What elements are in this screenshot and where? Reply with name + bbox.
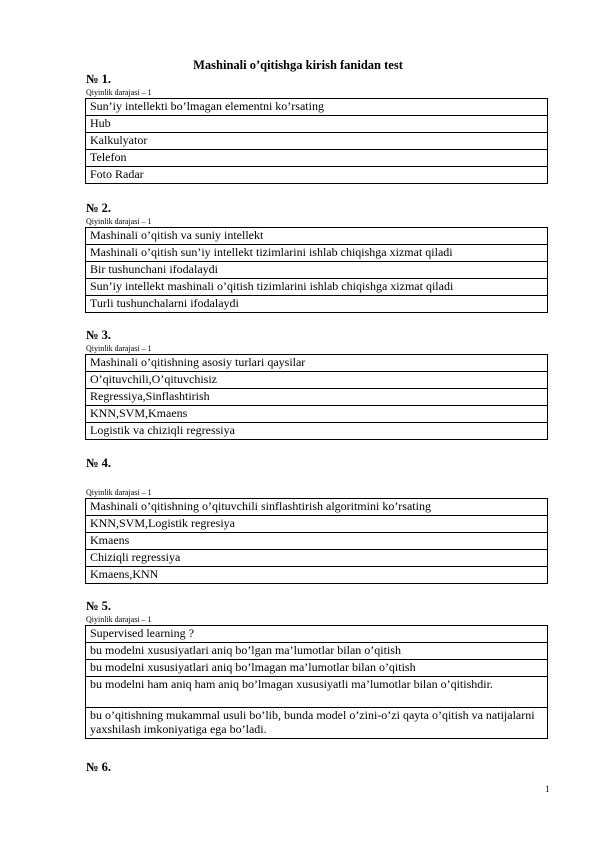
question-4-answer-row: [86, 550, 548, 567]
question-4-answer-row: [86, 516, 548, 533]
question-4-answer-1: KNN,SVM,Logistik regresiya: [86, 516, 548, 533]
question-2-table: [85, 227, 548, 313]
question-1-answer-3: Telefon: [86, 150, 548, 167]
question-1-answer-row: [86, 116, 548, 133]
question-2-answer-4: Turli tushunchalarni ifodalaydi: [86, 296, 548, 313]
question-5-number: № 5.: [86, 599, 112, 613]
page-number: 1: [545, 784, 550, 794]
question-3-answer-4: Logistik va chiziqli regressiya: [86, 423, 548, 440]
question-2-answer-3: Sun’iy intellekt mashinali o’qitish tizimlarini ishlab chiqishga xizmat qiladi: [86, 279, 548, 296]
question-5-answer-row: [86, 643, 548, 660]
question-5-answer-4: bu o’qitishning mukammal usuli bo’lib, bunda model o’zini-o’zi qayta o’qitish va natijalarni yaxshilash imkoniyatiga ega bo’ladi.: [86, 708, 548, 739]
question-3-number: № 3.: [86, 328, 112, 342]
document-title: Mashinali o’qitishga kirish fanidan test: [193, 58, 403, 72]
question-2-answer-row: [86, 279, 548, 296]
question-5-answer-row: [86, 660, 548, 677]
question-1-answer-row: [86, 150, 548, 167]
question-4-answer-row: [86, 533, 548, 550]
question-3-answer-row: [86, 389, 548, 406]
question-5-answer-1: bu modelni xususiyatlari aniq bo’lgan ma’lumotlar bilan o’qitish: [86, 643, 548, 660]
question-2-answer-2: Bir tushunchani ifodalaydi: [86, 262, 548, 279]
question-1-answer-4: Foto Radar: [86, 167, 548, 184]
question-6-number: № 6.: [86, 760, 112, 774]
question-5-table: [85, 625, 548, 739]
question-1-prompt-row: [86, 99, 548, 116]
question-4-table: [85, 498, 548, 584]
question-1-difficulty: Qiyinlik darajasi – 1: [86, 88, 152, 97]
question-2-answer-row: [86, 262, 548, 279]
question-3-answer-3: KNN,SVM,Kmaens: [86, 406, 548, 423]
question-5-prompt-row: [86, 626, 548, 643]
question-3-table: [85, 354, 548, 440]
question-4-difficulty: Qiyinlik darajasi – 1: [86, 488, 152, 497]
question-3-difficulty: Qiyinlik darajasi – 1: [86, 344, 152, 353]
question-3-answer-2: Regressiya,Sinflashtirish: [86, 389, 548, 406]
question-2-answer-1: Mashinali o’qitish sun’iy intellekt tizimlarini ishlab chiqishga xizmat qiladi: [86, 245, 548, 262]
question-4-answer-2: Kmaens: [86, 533, 548, 550]
question-1-prompt: Sun’iy intellekti bo’lmagan elementni ko’rsating: [86, 99, 548, 116]
question-1-number: № 1.: [86, 72, 112, 86]
question-3-prompt: Mashinali o’qitishning asosiy turlari qaysilar: [86, 355, 548, 372]
question-2-prompt: Mashinali o’qitish va suniy intellekt: [86, 228, 548, 245]
question-1-answer-row: [86, 167, 548, 184]
question-5-difficulty: Qiyinlik darajasi – 1: [86, 615, 152, 624]
question-1-answer-1: Hub: [86, 116, 548, 133]
question-1-answer-2: Kalkulyator: [86, 133, 548, 150]
question-2-answer-row: [86, 245, 548, 262]
question-5-answer-2: bu modelni xususiyatlari aniq bo’lmagan ma’lumotlar bilan o’qitish: [86, 660, 548, 677]
question-4-answer-4: Kmaens,KNN: [86, 567, 548, 584]
question-4-prompt-row: [86, 499, 548, 516]
question-5-prompt: Supervised learning ?: [86, 626, 548, 643]
question-1-table: [85, 98, 548, 184]
question-3-answer-1: O’qituvchili,O’qituvchisiz: [86, 372, 548, 389]
question-5-answer-3: bu modelni ham aniq ham aniq bo’lmagan xususiyatli ma’lumotlar bilan o’qitishdir.: [86, 677, 548, 708]
question-4-answer-row: [86, 567, 548, 584]
question-5-answer-row: [86, 708, 548, 739]
question-3-answer-row: [86, 406, 548, 423]
question-2-number: № 2.: [86, 201, 112, 215]
question-4-answer-3: Chiziqli regressiya: [86, 550, 548, 567]
question-3-prompt-row: [86, 355, 548, 372]
question-1-answer-row: [86, 133, 548, 150]
question-4-prompt: Mashinali o’qitishning o’qituvchili sinflashtirish algoritmini ko’rsating: [86, 499, 548, 516]
question-5-answer-row: [86, 677, 548, 708]
question-3-answer-row: [86, 372, 548, 389]
question-2-difficulty: Qiyinlik darajasi – 1: [86, 217, 152, 226]
question-4-number: № 4.: [86, 456, 112, 470]
question-2-answer-row: [86, 296, 548, 313]
question-3-answer-row: [86, 423, 548, 440]
question-2-prompt-row: [86, 228, 548, 245]
